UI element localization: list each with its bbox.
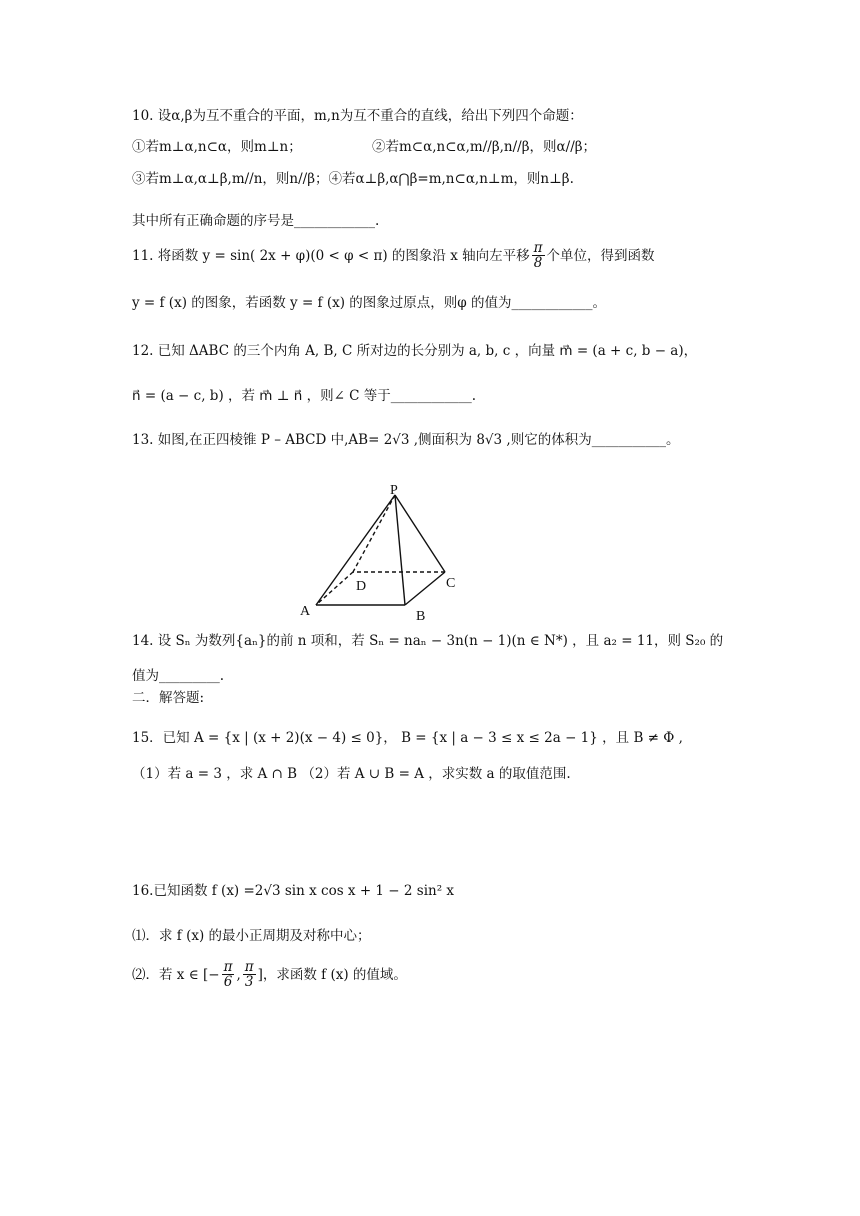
edge-bc: [405, 572, 445, 605]
q15-line2: （1）若 a = 3 ，求 A ∩ B （2）若 A ∪ B = A ，求实数 a 的取值范围.: [132, 766, 571, 782]
vertex-label-d: D: [356, 579, 367, 594]
edge-pa: [316, 495, 395, 605]
q11-fraction: [532, 241, 545, 270]
q10-line1: 10. 设α,β为互不重合的平面，m,n为互不重合的直线，给出下列四个命题：: [132, 108, 583, 124]
q16-line3-pre: ⑵．若 x ∈ [−: [132, 966, 220, 983]
q16-fraction-2-den: 3: [244, 974, 254, 991]
q15-line1: 15．已知 A = {x | (x + 2)(x − 4) ≤ 0}， B = {x | a − 3 ≤ x ≤ 2a − 1} ，且 B ≠ Φ ,: [132, 730, 683, 746]
q11-line1: [132, 241, 655, 270]
edge-da-hidden: [316, 572, 353, 605]
q11-fraction-num: π: [533, 240, 543, 256]
q16-comma: ,: [236, 966, 241, 983]
q10-line2a: ①若m⊥α,n⊂α，则m⊥n；: [132, 139, 302, 155]
vertex-label-p: P: [390, 483, 398, 498]
q12-line2: n⃗ = (a − c, b) ，若 m⃗ ⊥ n⃗ ，则∠ C 等于____________.: [132, 388, 477, 404]
q16-line1: 16.已知函数 f (x) =2√3 sin x cos x + 1 − 2 sin² x: [132, 883, 455, 899]
q16-fraction-2: [243, 960, 256, 989]
q11-line1-post: 个单位，得到函数: [546, 247, 655, 264]
q13-line1: 13. 如图,在正四棱锥 P – ABCD 中,AB= 2√3 ,侧面积为 8√3 ,则它的体积为___________。: [132, 432, 680, 448]
q12-line1: 12. 已知 ΔABC 的三个内角 A, B, C 所对边的长分别为 a, b, c ，向量 m⃗ = (a + c, b − a)，: [132, 343, 698, 359]
q14-line2: 值为_________.: [132, 668, 225, 684]
q16-line3-post: ]，求函数 f (x) 的值域。: [257, 966, 407, 983]
q11-line2: y = f (x) 的图象，若函数 y = f (x) 的图象过原点，则φ 的值为____________。: [132, 295, 607, 311]
q16-fraction-2-num: π: [244, 959, 254, 975]
q10-line3: ③若m⊥α,α⊥β,m//n，则n//β；④若α⊥β,α⋂β=m,n⊂α,n⊥m，则n⊥β.: [132, 171, 574, 187]
vertex-label-a: A: [300, 604, 311, 619]
edge-pd-hidden: [353, 495, 395, 572]
q11-line1-pre: 11. 将函数 y = sin( 2x + φ)(0 < φ < π) 的图象沿 x 轴向左平移: [132, 247, 530, 264]
q10-line4: 其中所有正确命题的序号是____________.: [132, 213, 380, 229]
edge-pb: [395, 495, 405, 605]
vertex-label-b: B: [416, 609, 426, 624]
q16-fraction-1: [222, 960, 235, 989]
q11-fraction-den: 8: [533, 255, 543, 272]
q10-line2b: ②若m⊂α,n⊂α,m//β,n//β，则α//β；: [372, 139, 597, 155]
q16-line2: ⑴．求 f (x) 的最小正周期及对称中心；: [132, 928, 371, 944]
vertex-label-c: C: [446, 576, 456, 591]
q16-fraction-1-den: 6: [223, 974, 233, 991]
section-heading: 二．解答题:: [132, 690, 205, 706]
edge-pc: [395, 495, 445, 572]
q16-line3: [132, 960, 407, 989]
q16-fraction-1-num: π: [223, 959, 233, 975]
q14-line1: 14. 设 Sₙ 为数列{aₙ}的前 n 项和，若 Sₙ = naₙ − 3n(n − 1)(n ∈ N*) ，且 a₂ = 11，则 S₂₀ 的: [132, 633, 724, 649]
